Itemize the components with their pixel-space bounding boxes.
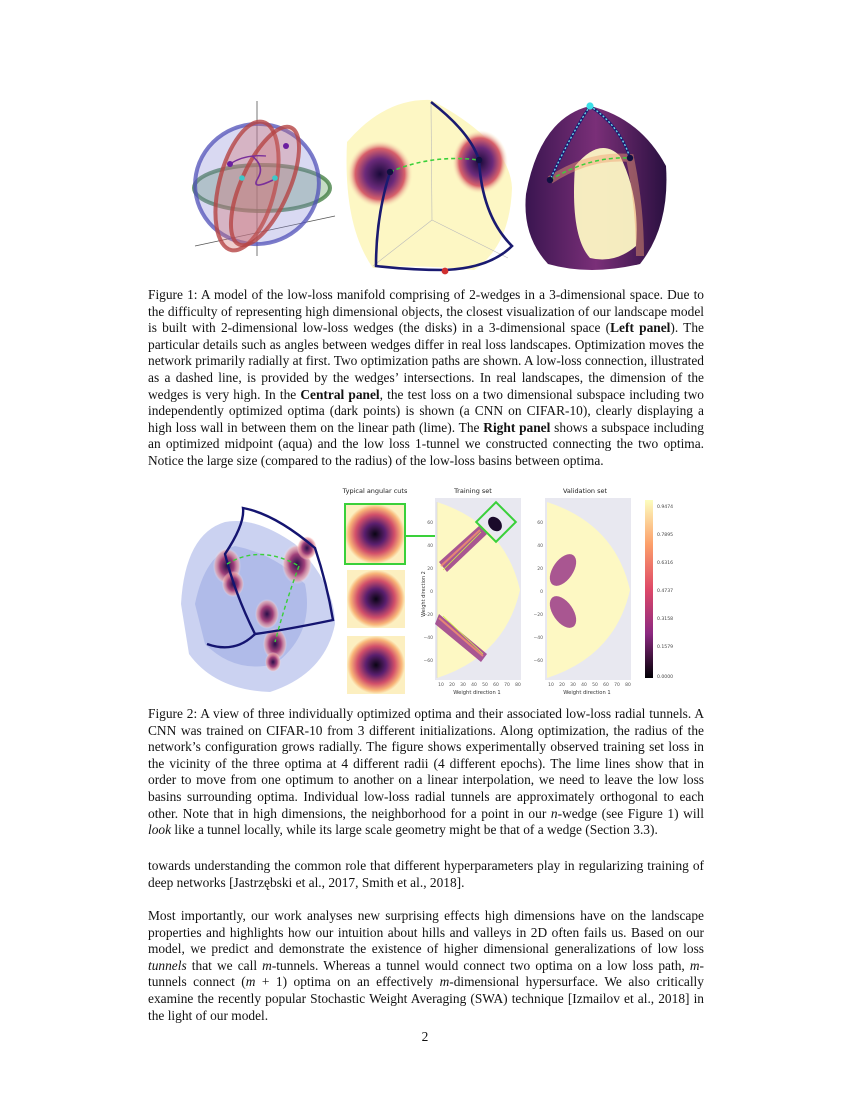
paragraph-text: -tunnels connect ( <box>148 957 704 990</box>
caption-text: A view of three individually optimized optima and their associated low-loss radial tunnels. A CNN was trained on CIFAR-10 from 3 different initializations. Along optimization, the radius of the network’s configuration grows radially. The figure shows experimentally observed training set loss in the vicinity of the three optima at 4 different radii (4 different epochs). The lime lines show that in order to move from one optimum to another on a linear interpolation, we need to leave the low loss basins surrounding optima. Individual low-loss radial tunnels are approximately orthogonal to each other. Note that in high dimensions, the neighborhood for a point in our <box>148 706 704 821</box>
x-tick: 10 <box>438 683 444 688</box>
x-tick: 40 <box>471 683 477 688</box>
x-tick: 80 <box>625 683 631 688</box>
x-tick: 20 <box>559 683 565 688</box>
y-tick: 0 <box>430 590 433 595</box>
figure-1-caption-label: Figure 1: <box>148 287 198 302</box>
caption-text: , the test loss on a two dimensional subspace including two independently optimized optima (dark points) is shown (a CNN on CIFAR-10), clearly displaying a high loss wall in between them on the linear path (lime). The <box>148 386 705 435</box>
x-tick: 30 <box>460 683 466 688</box>
angular-cut-3 <box>347 636 405 694</box>
paragraph-text: that we call <box>186 957 263 973</box>
caption-text: -wedge (see Figure 1) will <box>557 805 704 821</box>
angular-cut-2 <box>347 570 405 628</box>
angular-cut-1 <box>345 504 405 564</box>
x-tick: 50 <box>482 683 488 688</box>
x-tick: 70 <box>614 683 620 688</box>
x-axis-label-training: Weight direction 1 <box>453 690 501 696</box>
colorbar-tick: 0.3158 <box>657 617 674 622</box>
figure-2 <box>175 484 685 698</box>
y-tick: 40 <box>427 544 433 549</box>
y-tick: −40 <box>533 636 543 641</box>
figure-1 <box>170 96 680 280</box>
x-tick: 20 <box>449 683 455 688</box>
left-panel-wedges <box>184 101 335 257</box>
x-tick: 60 <box>493 683 499 688</box>
figure-2-caption <box>148 706 704 839</box>
body-paragraph-2 <box>148 908 704 1024</box>
y-tick: −20 <box>423 613 433 618</box>
right-panel-1-tunnel <box>525 102 666 270</box>
x-tick: 40 <box>581 683 587 688</box>
colorbar-tick: 0.1579 <box>657 645 674 650</box>
x-tick: 60 <box>603 683 609 688</box>
y-tick: 20 <box>427 567 433 572</box>
caption-text: shows a subspace including an optimized midpoint (aqua) and the low loss 1-tunnel we constructed connecting the two optima. Notice the large size (compared to the radius) of the low-loss basins between optima. <box>148 419 704 468</box>
paragraph-text: Most importantly, our work analyses new surprising effects high dimensions have on the landscape properties and highlights how our intuition about hills and valleys in 2D often fails us. Based on our model, we predict and demonstrate the existence of higher dimensional generalizations of low loss <box>148 908 704 957</box>
panel-title-cuts: Typical angular cuts <box>342 487 408 495</box>
x-tick: 30 <box>570 683 576 688</box>
x-tick: 70 <box>504 683 510 688</box>
caption-bold-central-panel: Central panel <box>300 386 380 402</box>
caption-math-n: n <box>550 805 558 821</box>
colorbar-tick: 0.9474 <box>657 505 674 510</box>
colorbar <box>645 500 673 680</box>
math-m: m <box>262 957 272 973</box>
colorbar-tick: 0.6316 <box>657 561 674 566</box>
colorbar-tick: 0.4737 <box>657 589 674 594</box>
x-tick: 10 <box>548 683 554 688</box>
y-tick: −60 <box>423 659 433 664</box>
training-set-plot <box>421 498 521 696</box>
caption-text: like a tunnel locally, while its large scale geometry might be that of a wedge (Section 3.3). <box>171 822 658 838</box>
x-tick: 80 <box>515 683 521 688</box>
y-tick: −60 <box>533 659 543 664</box>
y-tick: −20 <box>533 613 543 618</box>
panel-title-training: Training set <box>454 487 492 495</box>
colorbar-tick: 0.0000 <box>657 675 674 680</box>
y-tick: 40 <box>537 544 543 549</box>
math-m: m <box>689 957 700 973</box>
body-paragraph-1: towards understanding the common role that different hyperparameters play in regularizing training of deep networks [Jastrzębski et al., 2017, Smith et al., 2018]. <box>148 858 704 890</box>
nested-wedges-sphere <box>181 508 335 692</box>
y-tick: 60 <box>427 521 433 526</box>
x-axis-label-validation: Weight direction 1 <box>563 690 611 696</box>
paragraph-text: -dimensional hypersurface. We also critically examine the recently popular Stochastic Weight Averaging (SWA) technique [Izmailov et al., 2018] in the light of our model. <box>148 974 704 1023</box>
colorbar-tick: 0.7895 <box>657 533 674 538</box>
italic-tunnels: tunnels <box>148 957 187 973</box>
caption-bold-left-panel: Left panel <box>610 320 671 336</box>
x-tick: 50 <box>592 683 598 688</box>
figure-1-caption <box>148 287 704 470</box>
panel-title-validation: Validation set <box>562 487 608 495</box>
central-panel-test-loss <box>347 100 512 274</box>
math-m: m <box>439 974 450 990</box>
validation-set-plot <box>534 498 632 696</box>
caption-text: ). The particular details such as angles between wedges differ in real loss landscapes. Optimization moves the network primarily radially at first. Two optimization paths are shown. A low-loss connection, illustrated as a dashed line, is provided by the wedges’ intersections. In real landscapes, the dimension of the wedges is very high. In the <box>148 320 704 402</box>
y-tick: 0 <box>540 590 543 595</box>
y-tick: 60 <box>537 521 543 526</box>
paragraph-text: + 1) optima on an effectively <box>255 974 440 990</box>
caption-bold-right-panel: Right panel <box>483 419 551 435</box>
y-tick: −40 <box>423 636 433 641</box>
figure-2-caption-label: Figure 2: <box>148 706 198 721</box>
paragraph-text: -tunnels. Whereas a tunnel would connect two optima on a low loss path, <box>271 957 690 973</box>
y-axis-label-training: Weight direction 2 <box>421 571 427 617</box>
math-m: m <box>245 974 256 990</box>
y-tick: 20 <box>537 567 543 572</box>
caption-italic-look: look <box>148 822 172 838</box>
caption-text: A model of the low-loss manifold comprising of 2-wedges in a 3-dimensional space. Due to the difficulty of representing high dimensional objects, the closest visualization of our landscape model is built with 2-dimensional low-loss wedges (the disks) in a 3-dimensional space ( <box>148 287 704 336</box>
page-number: 2 <box>421 1029 429 1044</box>
